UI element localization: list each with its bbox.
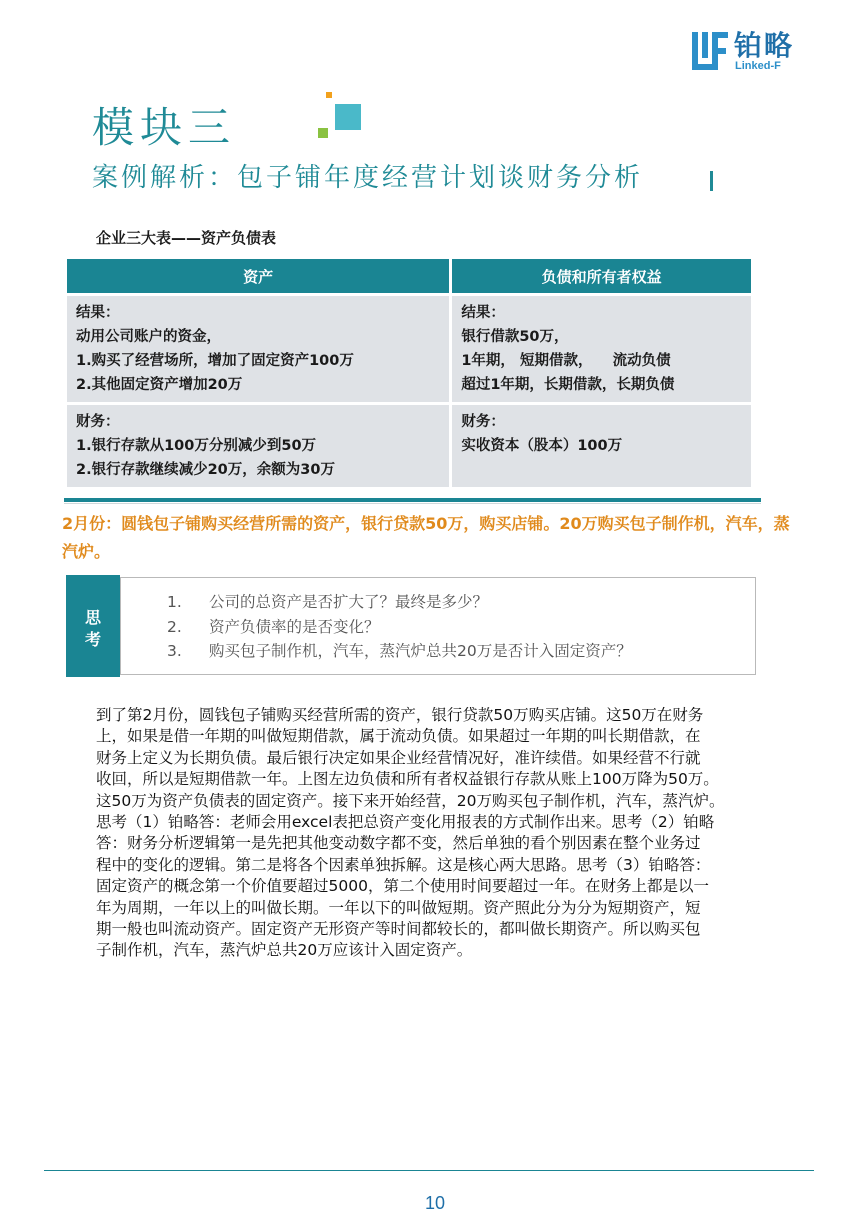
list-item	[167, 639, 632, 663]
think-label-char: 思	[84, 608, 101, 627]
body-line: 年为周期，一年以上的叫做长期。一年以下的叫做短期。资产照此分为分为短期资产，短	[96, 898, 701, 917]
module-title: 模块三	[92, 103, 237, 152]
logo-mark-icon	[692, 32, 728, 70]
cell-line: 2.银行存款继续减少20万，余额为30万	[76, 462, 335, 478]
section-divider-shadow	[64, 503, 761, 504]
page-subtitle: 案例解析：包子铺年度经营计划谈财务分析	[92, 163, 644, 193]
page-number: 10	[424, 1193, 446, 1213]
body-line: 这50万为资产负债表的固定资产。接下来开始经营，20万购买包子制作机，汽车，蒸汽炉。	[96, 791, 725, 810]
body-line: 答：财务分析逻辑第一是先把其他变动数字都不变，然后单独的看个别因素在整个业务过	[96, 834, 701, 853]
cell-line: 超过1年期，长期借款，长期负债	[461, 377, 675, 393]
question-text: 公司的总资产是否扩大了？最终是多少？	[209, 593, 489, 611]
cell-line: 1.购买了经营场所，增加了固定资产100万	[76, 353, 354, 369]
cell-line: 动用公司账户的资金，	[76, 329, 221, 345]
cell-line: 结果：	[76, 305, 120, 321]
highlight-note: 2月份：圆钱包子铺购买经营所需的资产，银行贷款50万，购买店铺。20万购买包子制作机，汽车，蒸汽炉。	[62, 514, 790, 561]
body-line: 程中的变化的逻辑。第二是将各个因素单独拆解。这是核心两大思路。思考（3）铂略答：	[96, 855, 711, 874]
list-item	[167, 590, 488, 614]
question-number: 3.	[167, 642, 182, 660]
table-row	[67, 405, 751, 487]
table-row	[67, 296, 751, 402]
cell-line: 1年期， 短期借款， 流动负债	[461, 353, 671, 369]
cell-line: 财务：	[76, 414, 120, 430]
table-cell-liabilities-finance	[452, 405, 751, 487]
cell-line: 结果：	[461, 305, 505, 321]
body-line: 上，如果是借一年期的叫做短期借款，属于流动负债。如果超过一年期的叫长期借款，在	[96, 727, 701, 746]
table-caption: 企业三大表——资产负债表	[96, 229, 277, 247]
subtitle-bar	[710, 171, 713, 191]
column-header-liabilities-equity: 负债和所有者权益	[452, 259, 751, 293]
cell-line: 财务：	[461, 414, 505, 430]
logo-name-cn: 铂略	[734, 29, 795, 62]
think-questions-box	[120, 577, 756, 675]
body-line: 固定资产的概念第一个价值要超过5000，第二个使用时间要超过一年。在财务上都是以一	[96, 877, 709, 896]
think-label-tab	[66, 575, 120, 677]
balance-sheet-table	[64, 256, 754, 490]
body-paragraph	[96, 705, 796, 962]
table-cell-assets-result	[67, 296, 449, 402]
cell-line: 实收资本（股本）100万	[461, 438, 623, 454]
table-cell-assets-finance	[67, 405, 449, 487]
question-text: 购买包子制作机，汽车，蒸汽炉总共20万是否计入固定资产？	[209, 642, 632, 660]
body-line: 期一般也叫流动资产。固定资产无形资产等时间都较长的，都叫做长期资产。所以购买包	[96, 920, 701, 939]
body-line: 子制作机，汽车，蒸汽炉总共20万应该计入固定资产。	[96, 941, 473, 960]
brand-logo	[692, 30, 812, 76]
cell-line: 1.银行存款从100万分别减少到50万	[76, 438, 317, 454]
table-cell-liabilities-result	[452, 296, 751, 402]
footer-divider	[44, 1170, 814, 1171]
logo-name-en: Linked-F	[735, 60, 781, 72]
section-divider	[64, 498, 761, 502]
cell-line: 2.其他固定资产增加20万	[76, 377, 243, 393]
question-text: 资产负债率的是否变化？	[209, 618, 380, 636]
body-line: 财务上定义为长期负债。最后银行决定如果企业经营情况好，准许续借。如果经营不行就	[96, 748, 701, 767]
think-label-char: 考	[84, 630, 101, 649]
cell-line: 银行借款50万，	[461, 329, 569, 345]
body-line: 收回，所以是短期借款一年。上图左边负债和所有者权益银行存款从账上100万降为50万。	[96, 770, 719, 789]
question-number: 1.	[167, 593, 182, 611]
list-item	[167, 615, 380, 639]
question-number: 2.	[167, 618, 182, 636]
body-line: 到了第2月份，圆钱包子铺购买经营所需的资产，银行贷款50万购买店铺。这50万在财务	[96, 706, 704, 724]
column-header-assets: 资产	[67, 259, 449, 293]
body-line: 思考（1）铂略答：老师会用excel表把总资产变化用报表的方式制作出来。思考（2）铂略	[96, 813, 715, 832]
decor-squares-icon	[326, 92, 366, 140]
